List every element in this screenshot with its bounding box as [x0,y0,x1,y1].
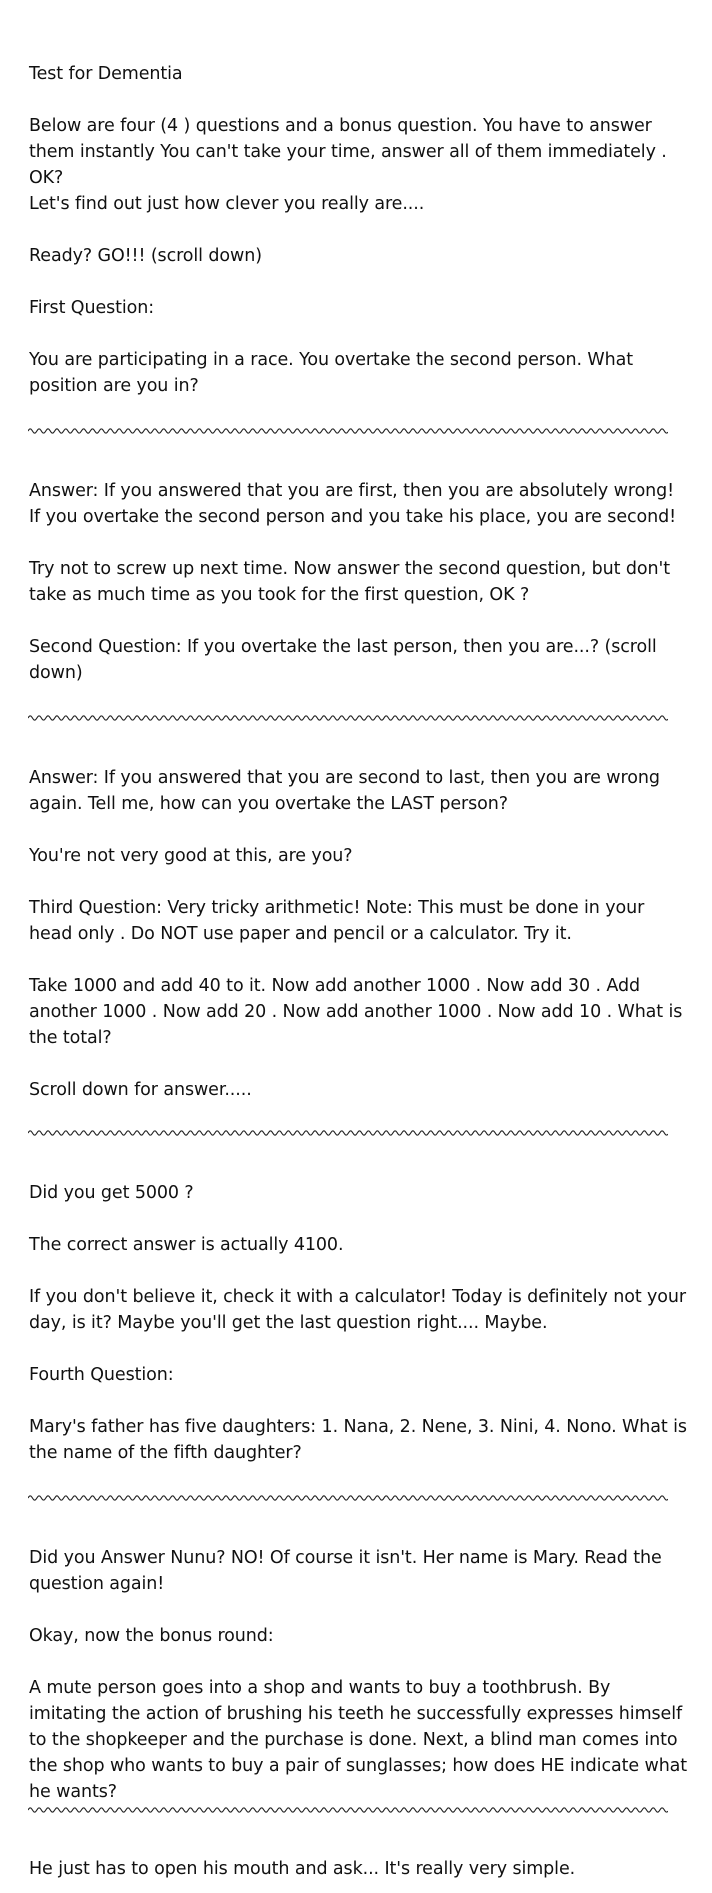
bonus-answer: He just has to open his mouth and ask... It's really very simple. [29,1859,576,1879]
arithmetic-instructions: Take 1000 and add 40 to it. Now add another 1000 . Now add 30 . Add another 1000 . Now add 20 . Now add another 1000 . Now add 10 . What is the total? [29,976,683,1048]
first-question-text: You are participating in a race. You overtake the second person. What position are you in? [29,350,634,396]
tilde-separator [28,1805,668,1815]
intro-ready: Ready? GO!!! (scroll down) [29,246,262,266]
tilde-separator [28,1128,668,1138]
first-question-heading: First Question: [29,298,155,318]
third-answer-question: Did you get 5000 ? [29,1183,194,1203]
third-answer-comment: If you don't believe it, check it with a calculator! Today is definitely not your day, is it? Maybe you'll get the last question right.... Maybe. [29,1287,687,1333]
intro-instructions: Below are four (4 ) questions and a bonus question. You have to answer them instantly You can't take your time, answer all of them immediately . OK? [29,116,667,188]
fourth-question-text: Mary's father has five daughters: 1. Nana, 2. Nene, 3. Nini, 4. Nono. What is the name of the fifth daughter? [29,1417,687,1463]
bonus-heading: Okay, now the bonus round: [29,1626,274,1646]
fourth-question-heading: Fourth Question: [29,1365,174,1385]
third-question-text: Third Question: Very tricky arithmetic! Note: This must be done in your head only . Do NOT use paper and pencil or a calculator. Try it. [29,898,645,944]
bonus-question-text: A mute person goes into a shop and wants to buy a toothbrush. By imitating the action of brushing his teeth he successfully expresses himself to the shopkeeper and the purchase is done. Next, a blind man comes into the shop who wants to buy a pair of sunglasses; how does HE indicate what he wants? [29,1678,688,1802]
taunt-text: You're not very good at this, are you? [29,846,353,866]
transition-text: Try not to screw up next time. Now answer the second question, but don't take as much time as you took for the first question, OK ? [29,559,670,605]
scroll-prompt: Scroll down for answer..... [29,1080,252,1100]
first-answer: Answer: If you answered that you are first, then you are absolutely wrong! If you overtake the second person and you take his place, you are second! [29,481,677,527]
fourth-answer: Did you Answer Nunu? NO! Of course it isn't. Her name is Mary. Read the question again! [29,1548,662,1594]
document-title: Test for Dementia [29,64,183,84]
third-answer-correct: The correct answer is actually 4100. [29,1235,344,1255]
tilde-separator [28,713,668,723]
second-question-text: Second Question: If you overtake the last person, then you are...? (scroll down) [29,637,657,683]
tilde-separator [28,426,668,436]
second-answer: Answer: If you answered that you are second to last, then you are wrong again. Tell me, how can you overtake the LAST person? [29,768,660,814]
intro-clever: Let's find out just how clever you really are.... [29,194,425,214]
tilde-separator [28,1493,668,1503]
